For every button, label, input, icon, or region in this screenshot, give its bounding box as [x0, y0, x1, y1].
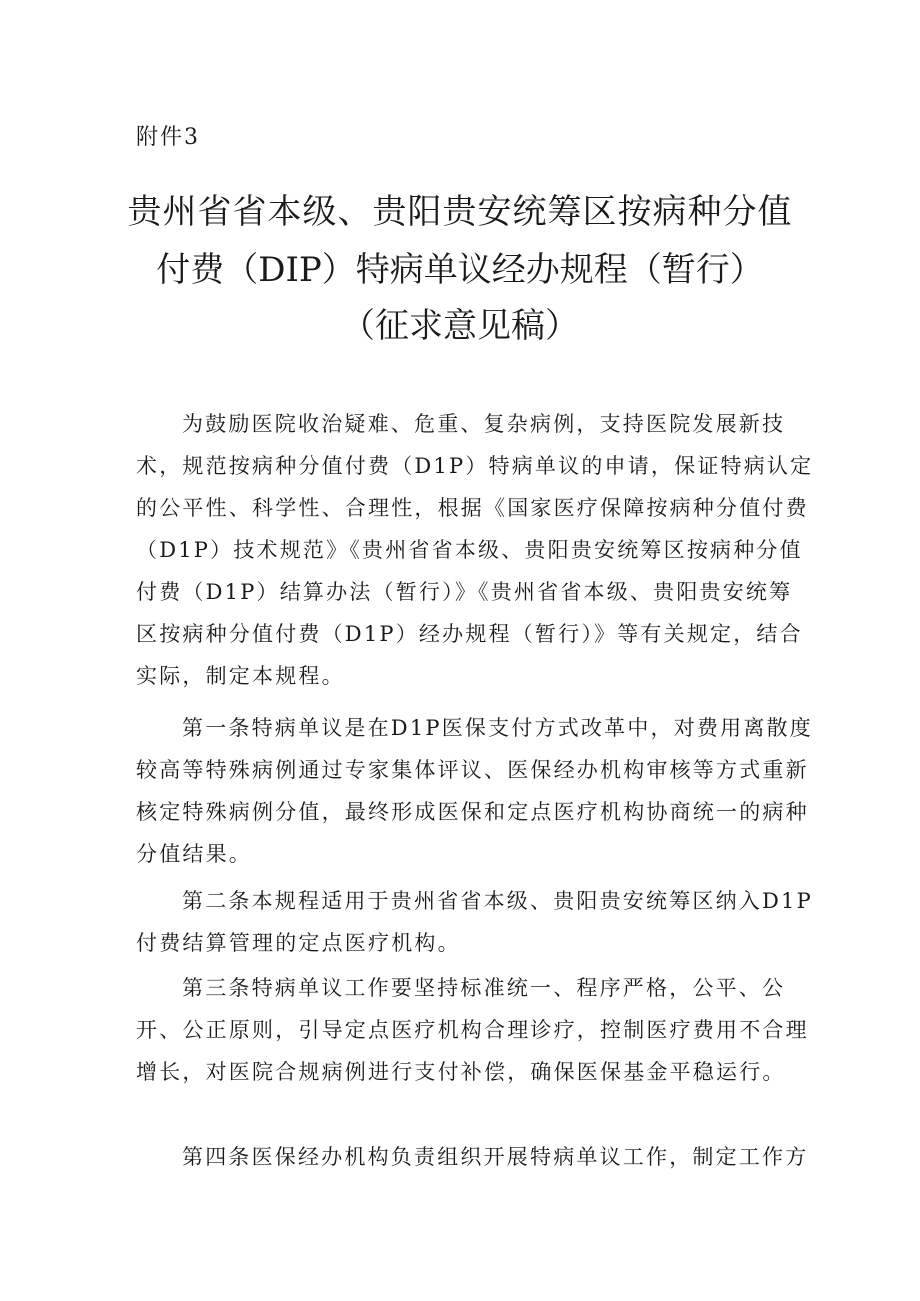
text-line: 核定特殊病例分值，最终形成医保和定点医疗机构协商统一的病种: [136, 800, 809, 824]
text-line: 区按病种分值付费（D1P）经办规程（暂行）》等有关规定，结合: [136, 622, 803, 646]
title-line-1: 贵州省省本级、贵阳贵安统筹区按病种分值: [127, 192, 793, 232]
text-line: 术，规范按病种分值付费（D1P）特病单议的申请，保证特病认定: [136, 454, 814, 478]
paragraph-article-4: [136, 1136, 816, 1178]
text-line: 第三条特病单议工作要坚持标准统一、程序严格，公平、公: [182, 976, 786, 1000]
title-line-2: 付费（DIP）特病单议经办规程（暂行）: [156, 250, 764, 290]
text-line: 的公平性、科学性、合理性，根据《国家医疗保障按病种分值付费: [136, 496, 809, 520]
text-line: 第二条本规程适用于贵州省省本级、贵阳贵安统筹区纳入D1P: [182, 889, 813, 913]
text-line: 为鼓励医院收治疑难、危重、复杂病例，支持医院发展新技: [182, 412, 786, 436]
text-line: 分值结果。: [136, 842, 252, 866]
text-line: 付费（D1P）结算办法（暂行）》《贵州省省本级、贵阳贵安统筹: [136, 580, 793, 604]
attachment-label: 附件3: [136, 125, 200, 150]
paragraph-article-2: [136, 880, 816, 964]
title-line-3: （征求意见稿）: [341, 306, 579, 346]
paragraph-article-1: [136, 707, 816, 875]
text-line: 第一条特病单议是在D1P医保支付方式改革中，对费用离散度: [182, 716, 813, 740]
text-line: （D1P）技术规范》《贵州省省本级、贵阳贵安统筹区按病种分值: [136, 538, 803, 562]
text-line: 实际，制定本规程。: [136, 664, 345, 688]
text-line: 开、公正原则，引导定点医疗机构合理诊疗，控制医疗费用不合理: [136, 1018, 809, 1042]
paragraph-preamble: [136, 403, 816, 697]
text-line: 增长，对医院合规病例进行支付补偿，确保医保基金平稳运行。: [136, 1060, 786, 1084]
paragraph-article-3: [136, 967, 816, 1093]
text-line: 付费结算管理的定点医疗机构。: [136, 931, 461, 955]
text-line: 第四条医保经办机构负责组织开展特病单议工作，制定工作方: [182, 1145, 809, 1169]
text-line: 较高等特殊病例通过专家集体评议、医保经办机构审核等方式重新: [136, 758, 809, 782]
